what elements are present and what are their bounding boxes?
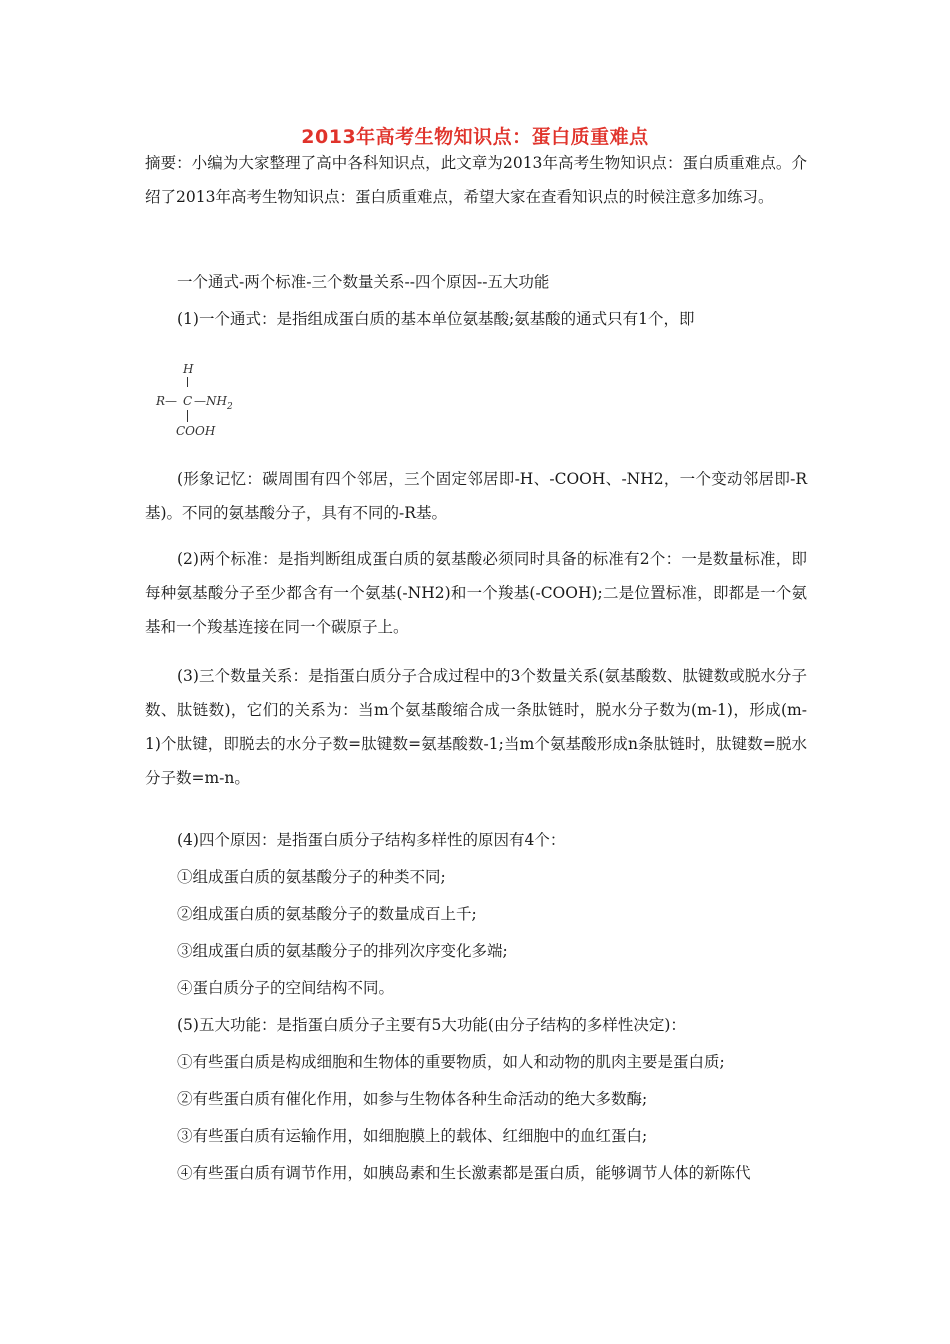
section-4-heading: (4)四个原因：是指蛋白质分子结构多样性的原因有4个： xyxy=(177,831,566,849)
section-4-item: ②组成蛋白质的氨基酸分子的数量成百上千; xyxy=(177,905,477,923)
section-4-item: ④蛋白质分子的空间结构不同。 xyxy=(177,979,395,997)
section-4-item: ①组成蛋白质的氨基酸分子的种类不同; xyxy=(177,868,446,886)
section-5-item: ④有些蛋白质有调节作用，如胰岛素和生长激素都是蛋白质，能够调节人体的新陈代 xyxy=(177,1164,751,1182)
outline-line: 一个通式-两个标准-三个数量关系--四个原因--五大功能 xyxy=(177,273,550,291)
formula-nh2 xyxy=(194,394,233,412)
formula-c: C xyxy=(183,394,193,408)
page-title: 2013年高考生物知识点：蛋白质重难点 xyxy=(301,126,649,148)
section-5-item: ③有些蛋白质有运输作用，如细胞膜上的载体、红细胞中的血红蛋白; xyxy=(177,1127,648,1145)
memory-paragraph: (形象记忆：碳周围有四个邻居，三个固定邻居即-H、-COOH、-NH2，一个变动邻居即-R基)。不同的氨基酸分子，具有不同的-R基。 xyxy=(145,470,807,522)
amino-acid-formula-figure xyxy=(156,362,246,442)
section-3-paragraph: (3)三个数量关系：是指蛋白质分子合成过程中的3个数量关系(氨基酸数、肽键数或脱水分子数、肽链数)，它们的关系为：当m个氨基酸缩合成一条肽链时，脱水分子数为(m-1)，形成(m-1)个肽键，即脱去的水分子数=肽键数=氨基酸数-1;当m个氨基酸形成n条肽链时，肽键数=脱水分子数=m-n。 xyxy=(145,667,807,787)
formula-subscript: 2 xyxy=(226,402,233,412)
section-5-heading: (5)五大功能：是指蛋白质分子主要有5大功能(由分子结构的多样性决定)： xyxy=(177,1016,686,1034)
formula-nh: —NH xyxy=(194,394,227,408)
section-2-paragraph: (2)两个标准：是指判断组成蛋白质的氨基酸必须同时具备的标准有2个：一是数量标准，即每种氨基酸分子至少都含有一个氨基(-NH2)和一个羧基(-COOH);二是位置标准，即都是一个氨基和一个羧基连接在同一个碳原子上。 xyxy=(145,550,807,636)
section-5-item: ②有些蛋白质有催化作用，如参与生物体各种生命活动的绝大多数酶; xyxy=(177,1090,648,1108)
bond-top xyxy=(187,377,188,387)
section-4-item: ③组成蛋白质的氨基酸分子的排列次序变化多端; xyxy=(177,942,508,960)
bond-bottom xyxy=(187,410,188,422)
formula-h: H xyxy=(183,362,194,376)
section-1-heading: (1)一个通式：是指组成蛋白质的基本单位氨基酸;氨基酸的通式只有1个，即 xyxy=(177,310,695,328)
section-5-item: ①有些蛋白质是构成细胞和生物体的重要物质，如人和动物的肌肉主要是蛋白质; xyxy=(177,1053,725,1071)
formula-cooh: COOH xyxy=(176,424,216,438)
abstract-paragraph: 摘要：小编为大家整理了高中各科知识点，此文章为2013年高考生物知识点：蛋白质重难点。介绍了2013年高考生物知识点：蛋白质重难点，希望大家在查看知识点的时候注意多加练习。 xyxy=(145,154,807,206)
formula-r: R— xyxy=(156,394,178,408)
